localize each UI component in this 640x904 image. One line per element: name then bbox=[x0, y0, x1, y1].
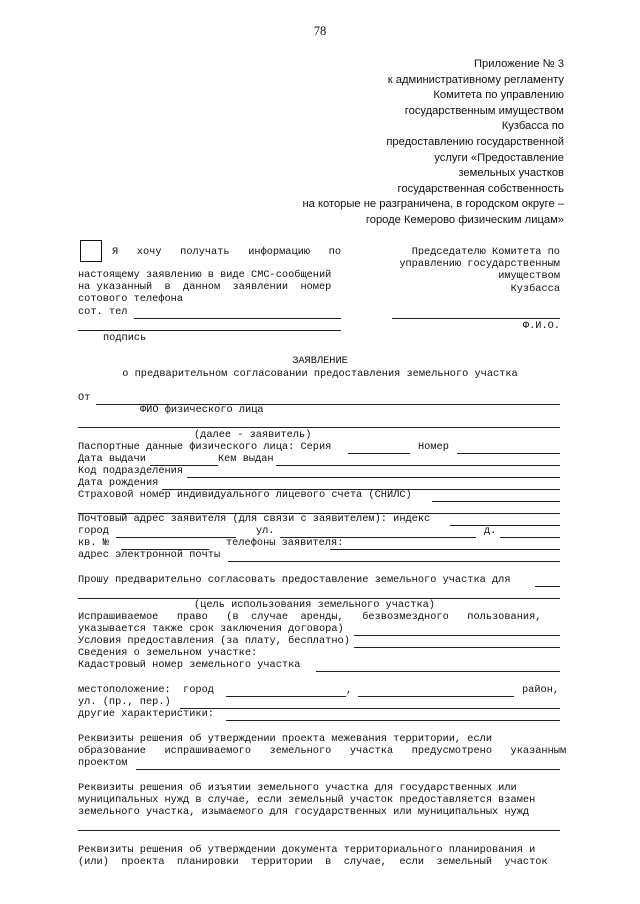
issued-by-field[interactable] bbox=[276, 465, 560, 466]
city-label: город bbox=[78, 525, 109, 537]
signature-label: подпись bbox=[103, 332, 147, 344]
signature-line[interactable] bbox=[78, 330, 341, 331]
conditions-label: Условия предоставления (за плату, бесплатно) bbox=[78, 635, 350, 647]
appendix-block bbox=[264, 57, 564, 229]
purpose-caption: (цель использования земельного участка) bbox=[194, 599, 435, 611]
seizure-field[interactable] bbox=[78, 830, 560, 831]
sms-consent-text-line3: на указанный в данном заявлении номер bbox=[78, 281, 332, 293]
seizure-text-line3: земельного участка, изымаемого для государственных или муниципальных нужд bbox=[78, 806, 530, 818]
seizure-text-line2: муниципальных нужд в случае, если земельный участок предоставляется взамен bbox=[78, 794, 536, 806]
cadastral-label: Кадастровый номер земельного участка bbox=[78, 659, 301, 671]
postal-address-label: Почтовый адрес заявителя (для связи с заявителем): индекс bbox=[78, 513, 431, 525]
sms-consent-checkbox[interactable] bbox=[80, 240, 102, 262]
division-code-label: Код подразделения bbox=[78, 465, 184, 477]
conditions-field[interactable] bbox=[354, 647, 560, 648]
planning-text-line2: (или) проекта планировки территории в случае, если земельный участок bbox=[78, 856, 548, 868]
applicant-caption: (далее - заявитель) bbox=[194, 429, 312, 441]
passport-label: Паспортные данные физического лица: Серия bbox=[78, 441, 332, 453]
appendix-line: к административному регламенту bbox=[387, 73, 564, 86]
city-field[interactable] bbox=[116, 537, 236, 538]
appendix-line: земельных участков bbox=[458, 167, 564, 180]
appendix-line: предоставлению государственной bbox=[386, 135, 564, 148]
sms-consent-text-line2: настоящему заявлению в виде СМС-сообщений bbox=[78, 269, 332, 281]
addressee-line4: Кузбасса bbox=[510, 283, 560, 295]
appendix-line: Кузбасса по bbox=[501, 120, 564, 133]
fio-caption: ФИО физического лица bbox=[140, 404, 264, 416]
form-subtitle: о предварительном согласовании предоставления земельного участка bbox=[122, 368, 518, 380]
passport-number-field[interactable] bbox=[457, 453, 560, 454]
email-field[interactable] bbox=[228, 561, 560, 562]
location-comma: , bbox=[346, 684, 353, 696]
phones-label: телефоны заявителя: bbox=[226, 537, 344, 549]
other-characteristics-field[interactable] bbox=[226, 720, 560, 721]
land-info-label: Сведения о земельном участке: bbox=[78, 647, 258, 659]
house-label: д. bbox=[484, 525, 497, 537]
street2-label: ул. (пр., пер.) bbox=[78, 696, 171, 708]
page-number: 78 bbox=[313, 24, 327, 38]
sms-consent-text-line1: Я хочу получать информацию по bbox=[112, 246, 341, 258]
right-field[interactable] bbox=[354, 635, 560, 636]
passport-number-label: Номер bbox=[418, 441, 449, 453]
seizure-text-line1: Реквизиты решения об изъятии земельного участка для государственных или bbox=[78, 782, 517, 794]
snils-field[interactable] bbox=[432, 501, 560, 502]
survey-text-line3: проектом bbox=[78, 757, 128, 769]
house-field[interactable] bbox=[500, 537, 560, 538]
right-text-line2: указывается также срок заключения договора) bbox=[78, 623, 344, 635]
from-label: От bbox=[78, 392, 91, 404]
purpose-field[interactable] bbox=[535, 586, 560, 587]
phones-field[interactable] bbox=[330, 549, 560, 550]
appendix-line: услуги «Предоставление bbox=[434, 151, 564, 164]
birth-date-label: Дата рождения bbox=[78, 477, 159, 489]
form-title: ЗАЯВЛЕНИЕ bbox=[292, 355, 348, 367]
planning-text-line1: Реквизиты решения об утверждении документа территориального планирования и bbox=[78, 844, 536, 856]
issued-by-label: Кем выдан bbox=[218, 453, 274, 465]
applicant-name-field-2[interactable] bbox=[78, 427, 560, 428]
survey-field[interactable] bbox=[136, 769, 560, 770]
survey-text-line1: Реквизиты решения об утверждении проекта межевания территории, если bbox=[78, 733, 493, 745]
other-characteristics-label: другие характеристики: bbox=[78, 708, 214, 720]
email-label: адрес электронной почты bbox=[78, 549, 221, 561]
right-text-line1: Испрашиваемое право (в случае аренды, безвозмездного пользования, bbox=[78, 611, 542, 623]
appendix-line: городе Кемерово физическим лицам» bbox=[365, 213, 564, 226]
street2-field[interactable] bbox=[180, 708, 560, 709]
district-label: район, bbox=[522, 684, 560, 696]
cadastral-field[interactable] bbox=[316, 671, 560, 672]
phone-field[interactable] bbox=[134, 318, 341, 319]
division-code-field[interactable] bbox=[187, 477, 560, 478]
appendix-line: государственная собственность bbox=[397, 182, 564, 195]
addressee-line1: Председателю Комитета по bbox=[411, 246, 560, 258]
postal-index-field[interactable] bbox=[450, 525, 560, 526]
passport-series-field[interactable] bbox=[348, 453, 410, 454]
sms-consent-text-line4: сотового телефона bbox=[78, 293, 184, 305]
issue-date-label: Дата выдачи bbox=[78, 453, 146, 465]
addressee-line2: управлению государственным bbox=[399, 258, 560, 270]
district-field[interactable] bbox=[358, 696, 514, 697]
location-label: местоположение: город bbox=[78, 684, 214, 696]
addressee-line3: имуществом bbox=[498, 270, 560, 282]
snils-label: Страховой номер индивидуального лицевого счета (СНИЛС) bbox=[78, 489, 412, 501]
request-text: Прошу предварительно согласовать предоставление земельного участка для bbox=[78, 574, 511, 586]
addressee-fio-field[interactable] bbox=[392, 318, 560, 319]
survey-text-line2: образование испрашиваемого земельного участка предусмотрено указанным bbox=[78, 745, 567, 757]
appendix-line: Комитета по управлению bbox=[433, 89, 564, 102]
appendix-line: Приложение № 3 bbox=[473, 58, 564, 70]
location-city-field[interactable] bbox=[226, 696, 346, 697]
phone-label: сот. тел bbox=[78, 306, 128, 318]
addressee-fio-label: Ф.И.О. bbox=[522, 320, 560, 332]
apartment-label: кв. № bbox=[78, 537, 109, 549]
appendix-line: государственным имуществом bbox=[404, 104, 564, 117]
appendix-line: на которые не разграничена, в городском округе – bbox=[302, 198, 564, 211]
street-label: ул. bbox=[256, 525, 275, 537]
